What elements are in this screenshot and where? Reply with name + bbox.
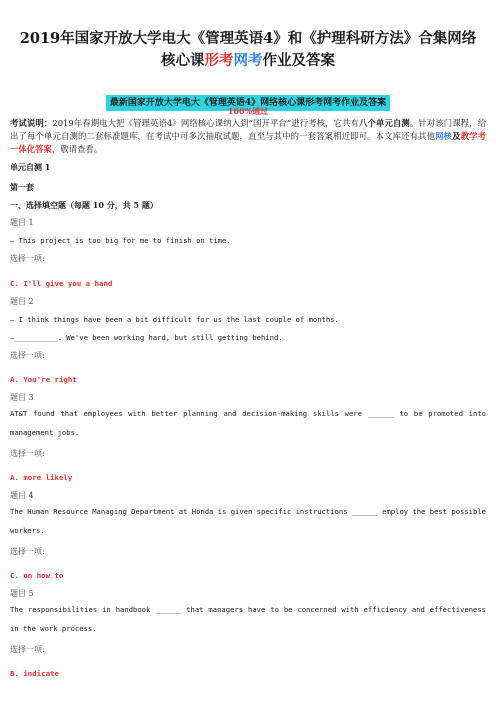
- select-prompt: 选择一项:: [10, 254, 45, 263]
- title-line-2-post: 作业及答案: [262, 52, 335, 69]
- section-heading: 单元自测 1: [10, 162, 51, 172]
- notice-text-1: 2019年春期电大把《管理英语4》网络核心课纳入到“国开平台”进行考核，它共有: [52, 118, 360, 128]
- notice-text-3: 及: [452, 131, 461, 141]
- question-label: 题目 2: [10, 297, 34, 306]
- select-prompt: 选择一项:: [10, 449, 45, 458]
- notice-link-2[interactable]: 教学考一体化答案: [10, 131, 487, 154]
- question-label: 题目 1: [10, 218, 34, 227]
- answer-text: C. I'll give you a hand: [10, 279, 113, 288]
- notice-text-4: ，敬请查看。: [51, 144, 103, 154]
- document-title: [10, 28, 486, 72]
- pass-badge: 100%通过: [227, 106, 269, 116]
- notice-label: 考试说明：: [10, 118, 53, 128]
- title-line-2-pre: 核心课: [161, 52, 205, 69]
- answer-text: B. indicate: [10, 669, 59, 678]
- question-text: The responsibilities in handbook ______ that managers have to be concerned with efficiency and effectiveness in the work process.: [10, 605, 486, 633]
- exam-notice: [10, 117, 486, 156]
- highlight-banner: 最新国家开放大学电大《管理英语4》网络核心课形考网考作业及答案: [106, 95, 390, 111]
- title-line-2: [10, 50, 486, 72]
- question-text: AT&T found that employees with better planning and decision-making skills were ______ to be promoted into management jobs.: [10, 409, 486, 437]
- notice-link-1[interactable]: 网核: [435, 131, 453, 141]
- question-label: 题目 5: [10, 589, 34, 598]
- answer-text: A. more likely: [10, 473, 73, 482]
- question-label: 题目 3: [10, 393, 34, 402]
- question-label: 题目 4: [10, 491, 34, 500]
- answer-text: A. You're right: [10, 375, 77, 384]
- answer-text: C. on how to: [10, 571, 64, 580]
- question-text: The Human Resource Managing Department at Honda is given specific instructions ______ employ the best possible workers.: [10, 507, 486, 535]
- question-text: — I think things have been a bit difficult for us the last couple of months.: [10, 315, 339, 324]
- part-heading: 一、选择填空题（每题 10 分，共 5 题）: [10, 200, 158, 210]
- title-keyword-blue: 网考: [233, 52, 263, 69]
- select-prompt: 选择一项:: [10, 645, 45, 654]
- notice-bold: 八个单元自测: [359, 118, 410, 128]
- set-heading: 第一套: [10, 182, 34, 192]
- notice-text-2: 。针对该门课程，给出了每个单元自测的二套标准题库，在考试中可多次抽取试题，直至与其中的一套答案相近即可。本文库还有其他: [10, 118, 487, 141]
- select-prompt: 选择一项:: [10, 547, 45, 556]
- question-text: —__________. We've been working hard, but still getting behind.: [10, 333, 283, 342]
- select-prompt: 选择一项:: [10, 351, 45, 360]
- title-line-1: 2019年国家开放大学电大《管理英语4》和《护理科研方法》合集网络: [19, 30, 477, 47]
- question-text: — This project is too big for me to finish on time.: [10, 236, 231, 245]
- title-keyword-red: 形考: [204, 52, 234, 69]
